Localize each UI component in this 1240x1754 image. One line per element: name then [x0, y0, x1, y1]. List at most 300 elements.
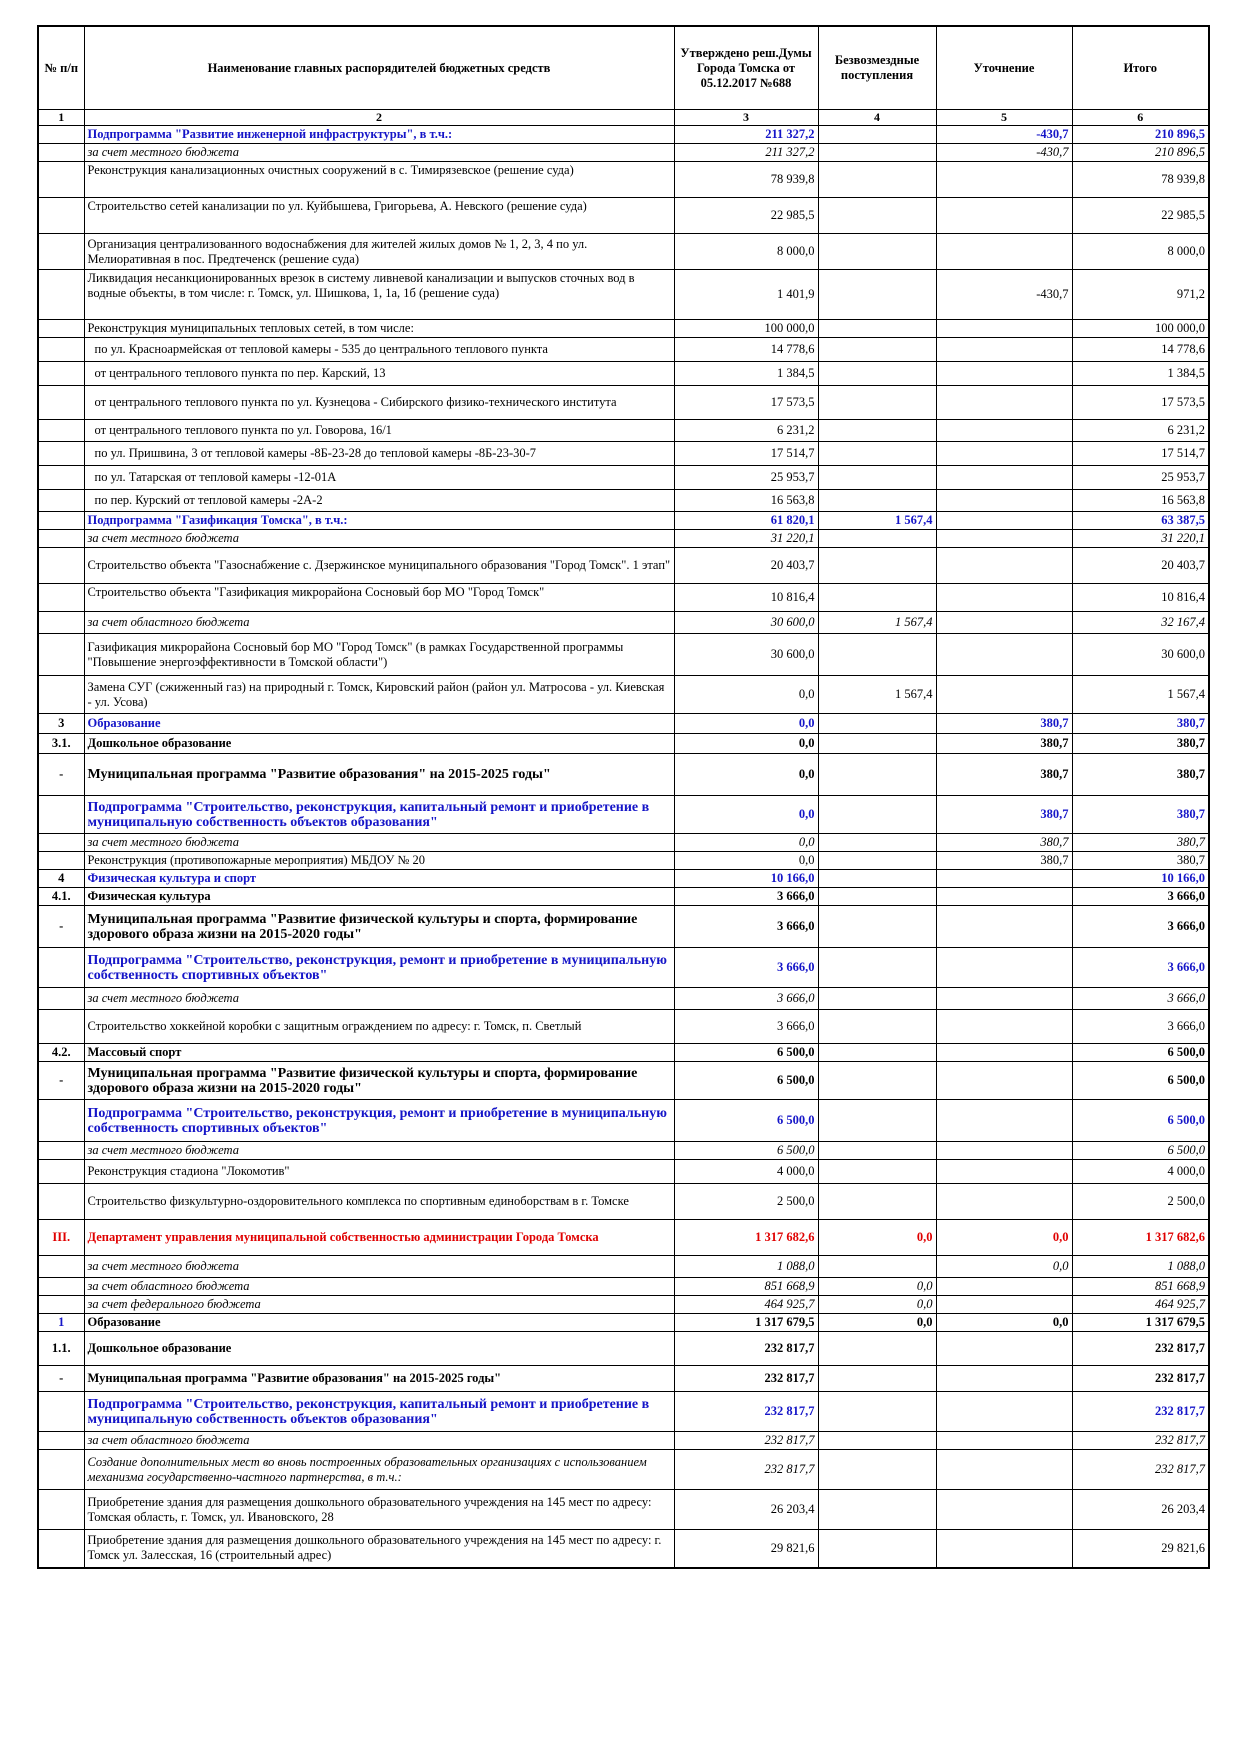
row-name: Строительство сетей канализации по ул. Куйбышева, Григорьева, А. Невского (решение суда) — [84, 198, 674, 234]
row-total: 6 500,0 — [1072, 1044, 1209, 1062]
row-total: 1 088,0 — [1072, 1256, 1209, 1278]
row-grants — [818, 1160, 936, 1184]
table-row — [38, 1490, 1209, 1530]
row-adjustment — [936, 442, 1072, 466]
table-row — [38, 144, 1209, 162]
row-approved: 8 000,0 — [674, 234, 818, 270]
row-name: Создание дополнительных мест во вновь построенных образовательных организациях с использованием механизма государственно-частного партнерства, в т.ч.: — [84, 1450, 674, 1490]
row-name: Образование — [84, 1314, 674, 1332]
column-index-row — [38, 110, 1209, 126]
row-number — [38, 234, 84, 270]
row-number: 3.1. — [38, 734, 84, 754]
row-number — [38, 1392, 84, 1432]
row-total: 232 817,7 — [1072, 1332, 1209, 1366]
row-name: Подпрограмма "Газификация Томска", в т.ч.: — [84, 512, 674, 530]
row-number — [38, 1142, 84, 1160]
row-grants — [818, 584, 936, 612]
row-adjustment — [936, 906, 1072, 948]
row-approved: 2 500,0 — [674, 1184, 818, 1220]
row-total: 10 816,4 — [1072, 584, 1209, 612]
row-name: Подпрограмма "Строительство, реконструкция, капитальный ремонт и приобретение в муниципальную собственность объектов образования" — [84, 796, 674, 834]
row-name: Образование — [84, 714, 674, 734]
row-approved: 30 600,0 — [674, 634, 818, 676]
row-approved: 16 563,8 — [674, 490, 818, 512]
row-name: по ул. Пришвина, 3 от тепловой камеры -8Б-23-28 до тепловой камеры -8Б-23-30-7 — [84, 442, 674, 466]
row-total: 3 666,0 — [1072, 888, 1209, 906]
row-total: 6 231,2 — [1072, 420, 1209, 442]
row-total: 971,2 — [1072, 270, 1209, 320]
row-grants — [818, 948, 936, 988]
row-approved: 211 327,2 — [674, 144, 818, 162]
row-name: Ликвидация несанкционированных врезок в систему ливневой канализации и выпусков сточных вод в водные объекты, в том числе: г. Томск, ул. Шишкова, 1, 1а, 1б (решение суда) — [84, 270, 674, 320]
row-adjustment — [936, 162, 1072, 198]
table-row — [38, 198, 1209, 234]
budget-table-sheet — [37, 25, 1208, 1569]
budget-table — [37, 25, 1210, 1569]
row-approved: 0,0 — [674, 714, 818, 734]
table-row — [38, 1432, 1209, 1450]
table-row — [38, 362, 1209, 386]
row-grants — [818, 1142, 936, 1160]
row-approved: 0,0 — [674, 852, 818, 870]
row-grants — [818, 362, 936, 386]
row-number — [38, 548, 84, 584]
row-adjustment: 380,7 — [936, 852, 1072, 870]
row-name: за счет областного бюджета — [84, 612, 674, 634]
row-adjustment — [936, 530, 1072, 548]
row-approved: 3 666,0 — [674, 888, 818, 906]
table-row — [38, 270, 1209, 320]
row-adjustment: 0,0 — [936, 1220, 1072, 1256]
row-approved: 78 939,8 — [674, 162, 818, 198]
row-grants: 0,0 — [818, 1296, 936, 1314]
table-row — [38, 548, 1209, 584]
table-row — [38, 1044, 1209, 1062]
row-name: за счет областного бюджета — [84, 1432, 674, 1450]
row-adjustment: 380,7 — [936, 834, 1072, 852]
row-number: 3 — [38, 714, 84, 734]
row-adjustment — [936, 676, 1072, 714]
row-adjustment — [936, 1160, 1072, 1184]
row-approved: 1 088,0 — [674, 1256, 818, 1278]
row-name: Строительство физкультурно-оздоровительного комплекса по спортивным единоборствам в г. Томске — [84, 1184, 674, 1220]
row-name: Подпрограмма "Строительство, реконструкция, капитальный ремонт и приобретение в муниципальную собственность объектов образования" — [84, 1392, 674, 1432]
table-row — [38, 338, 1209, 362]
row-grants — [818, 1530, 936, 1568]
row-name: Физическая культура и спорт — [84, 870, 674, 888]
row-name: Подпрограмма "Развитие инженерной инфраструктуры", в т.ч.: — [84, 126, 674, 144]
row-grants — [818, 338, 936, 362]
row-approved: 25 953,7 — [674, 466, 818, 490]
row-total: 6 500,0 — [1072, 1142, 1209, 1160]
row-name: Строительство хоккейной коробки с защитным ограждением по адресу: г. Томск, п. Светлый — [84, 1010, 674, 1044]
row-approved: 3 666,0 — [674, 906, 818, 948]
row-total: 100 000,0 — [1072, 320, 1209, 338]
row-grants — [818, 906, 936, 948]
row-total: 232 817,7 — [1072, 1392, 1209, 1432]
row-adjustment — [936, 1296, 1072, 1314]
row-approved: 6 500,0 — [674, 1100, 818, 1142]
row-name: Физическая культура — [84, 888, 674, 906]
row-name: Массовый спорт — [84, 1044, 674, 1062]
row-name: Муниципальная программа "Развитие образования" на 2015-2025 годы" — [84, 1366, 674, 1392]
row-total: 20 403,7 — [1072, 548, 1209, 584]
row-approved: 3 666,0 — [674, 988, 818, 1010]
row-adjustment — [936, 1432, 1072, 1450]
table-row — [38, 888, 1209, 906]
row-approved: 464 925,7 — [674, 1296, 818, 1314]
row-approved: 232 817,7 — [674, 1332, 818, 1366]
row-approved: 10 166,0 — [674, 870, 818, 888]
row-number: 1 — [38, 1314, 84, 1332]
table-row — [38, 126, 1209, 144]
row-number — [38, 1432, 84, 1450]
row-grants — [818, 144, 936, 162]
row-total: 6 500,0 — [1072, 1062, 1209, 1100]
table-row — [38, 1296, 1209, 1314]
row-total: 6 500,0 — [1072, 1100, 1209, 1142]
row-grants — [818, 530, 936, 548]
table-row — [38, 1314, 1209, 1332]
row-name: за счет федерального бюджета — [84, 1296, 674, 1314]
row-number — [38, 530, 84, 548]
row-total: 30 600,0 — [1072, 634, 1209, 676]
row-grants — [818, 162, 936, 198]
row-total: 10 166,0 — [1072, 870, 1209, 888]
row-number: III. — [38, 1220, 84, 1256]
row-name: Дошкольное образование — [84, 734, 674, 754]
row-number — [38, 1490, 84, 1530]
row-name: по ул. Татарская от тепловой камеры -12-01А — [84, 466, 674, 490]
row-grants: 1 567,4 — [818, 676, 936, 714]
row-approved: 1 317 679,5 — [674, 1314, 818, 1332]
row-grants — [818, 1256, 936, 1278]
table-row — [38, 1530, 1209, 1568]
header-total: Итого — [1072, 26, 1209, 110]
row-total: 380,7 — [1072, 834, 1209, 852]
row-name: Замена СУГ (сжиженный газ) на природный г. Томск, Кировский район (район ул. Матросова - ул. Киевская - ул. Усова) — [84, 676, 674, 714]
row-adjustment — [936, 1184, 1072, 1220]
table-row — [38, 676, 1209, 714]
row-name: Дошкольное образование — [84, 1332, 674, 1366]
row-number: 4.2. — [38, 1044, 84, 1062]
table-row — [38, 420, 1209, 442]
row-total: 17 573,5 — [1072, 386, 1209, 420]
table-row — [38, 834, 1209, 852]
row-name: Муниципальная программа "Развитие физической культуры и спорта, формирование здорового образа жизни на 2015-2020 годы" — [84, 906, 674, 948]
row-approved: 26 203,4 — [674, 1490, 818, 1530]
row-number: 4.1. — [38, 888, 84, 906]
row-number — [38, 834, 84, 852]
row-grants: 0,0 — [818, 1278, 936, 1296]
row-grants — [818, 1366, 936, 1392]
table-row — [38, 1278, 1209, 1296]
row-total: 14 778,6 — [1072, 338, 1209, 362]
row-number — [38, 338, 84, 362]
row-grants — [818, 1184, 936, 1220]
row-grants: 1 567,4 — [818, 512, 936, 530]
header-approved: Утверждено реш.Думы Города Томска от 05.12.2017 №688 — [674, 26, 818, 110]
row-approved: 0,0 — [674, 834, 818, 852]
row-grants — [818, 870, 936, 888]
row-number — [38, 852, 84, 870]
row-total: 464 925,7 — [1072, 1296, 1209, 1314]
row-approved: 22 985,5 — [674, 198, 818, 234]
row-adjustment — [936, 1392, 1072, 1432]
row-total: 17 514,7 — [1072, 442, 1209, 466]
row-adjustment — [936, 512, 1072, 530]
table-row — [38, 988, 1209, 1010]
row-number: 1.1. — [38, 1332, 84, 1366]
row-grants: 0,0 — [818, 1220, 936, 1256]
table-row — [38, 734, 1209, 754]
row-grants — [818, 234, 936, 270]
row-grants — [818, 1062, 936, 1100]
table-row — [38, 512, 1209, 530]
row-grants — [818, 1490, 936, 1530]
row-total: 380,7 — [1072, 734, 1209, 754]
row-number — [38, 612, 84, 634]
table-row — [38, 612, 1209, 634]
row-number — [38, 1100, 84, 1142]
row-adjustment: 380,7 — [936, 754, 1072, 796]
row-adjustment: -430,7 — [936, 270, 1072, 320]
row-adjustment — [936, 1100, 1072, 1142]
row-total: 1 317 679,5 — [1072, 1314, 1209, 1332]
row-grants — [818, 734, 936, 754]
row-name: Реконструкция (противопожарные мероприятия) МБДОУ № 20 — [84, 852, 674, 870]
row-number — [38, 796, 84, 834]
row-name: Строительство объекта "Газификация микрорайона Сосновый бор МО "Город Томск" — [84, 584, 674, 612]
row-approved: 10 816,4 — [674, 584, 818, 612]
row-adjustment — [936, 234, 1072, 270]
row-grants — [818, 442, 936, 466]
row-approved: 31 220,1 — [674, 530, 818, 548]
row-adjustment — [936, 490, 1072, 512]
row-number — [38, 126, 84, 144]
row-grants — [818, 1100, 936, 1142]
row-total: 380,7 — [1072, 714, 1209, 734]
row-approved: 4 000,0 — [674, 1160, 818, 1184]
table-row — [38, 490, 1209, 512]
row-number: - — [38, 754, 84, 796]
row-adjustment — [936, 1010, 1072, 1044]
row-total: 380,7 — [1072, 852, 1209, 870]
row-number — [38, 320, 84, 338]
row-approved: 61 820,1 — [674, 512, 818, 530]
row-adjustment: 380,7 — [936, 714, 1072, 734]
row-name: Строительство объекта "Газоснабжение с. Дзержинское муниципального образования "Город Томск". 1 этап" — [84, 548, 674, 584]
row-name: Реконструкция канализационных очистных сооружений в с. Тимирязевское (решение суда) — [84, 162, 674, 198]
row-number — [38, 1010, 84, 1044]
index-cell: 1 — [38, 110, 84, 126]
row-approved: 30 600,0 — [674, 612, 818, 634]
row-name: Реконструкция стадиона "Локомотив" — [84, 1160, 674, 1184]
row-approved: 232 817,7 — [674, 1450, 818, 1490]
row-adjustment — [936, 198, 1072, 234]
row-adjustment — [936, 948, 1072, 988]
row-grants — [818, 198, 936, 234]
row-name: по пер. Курский от тепловой камеры -2А-2 — [84, 490, 674, 512]
row-number: - — [38, 906, 84, 948]
row-grants — [818, 490, 936, 512]
row-adjustment — [936, 466, 1072, 490]
row-approved: 211 327,2 — [674, 126, 818, 144]
row-grants — [818, 466, 936, 490]
table-row — [38, 948, 1209, 988]
header-adjustment: Уточнение — [936, 26, 1072, 110]
row-approved: 232 817,7 — [674, 1432, 818, 1450]
row-total: 232 817,7 — [1072, 1432, 1209, 1450]
row-approved: 0,0 — [674, 796, 818, 834]
table-row — [38, 234, 1209, 270]
row-name: от центрального теплового пункта по ул. Кузнецова - Сибирского физико-технического института — [84, 386, 674, 420]
row-adjustment: 380,7 — [936, 734, 1072, 754]
index-cell: 5 — [936, 110, 1072, 126]
row-approved: 100 000,0 — [674, 320, 818, 338]
row-grants — [818, 320, 936, 338]
row-approved: 17 514,7 — [674, 442, 818, 466]
row-adjustment — [936, 888, 1072, 906]
row-adjustment — [936, 338, 1072, 362]
row-grants — [818, 834, 936, 852]
table-row — [38, 584, 1209, 612]
row-total: 210 896,5 — [1072, 144, 1209, 162]
row-number — [38, 1184, 84, 1220]
table-row — [38, 796, 1209, 834]
index-cell: 3 — [674, 110, 818, 126]
row-approved: 17 573,5 — [674, 386, 818, 420]
row-number — [38, 270, 84, 320]
row-number — [38, 1278, 84, 1296]
row-name: Организация централизованного водоснабжения для жителей жилых домов № 1, 2, 3, 4 по ул. Мелиоративная в пос. Предтеченск (решение суда) — [84, 234, 674, 270]
row-name: Подпрограмма "Строительство, реконструкция, ремонт и приобретение в муниципальную собственность спортивных объектов" — [84, 1100, 674, 1142]
row-approved: 6 500,0 — [674, 1044, 818, 1062]
table-row — [38, 466, 1209, 490]
row-adjustment — [936, 1332, 1072, 1366]
row-total: 1 384,5 — [1072, 362, 1209, 386]
table-header-row — [38, 26, 1209, 110]
row-approved: 851 668,9 — [674, 1278, 818, 1296]
row-grants — [818, 634, 936, 676]
table-row — [38, 1010, 1209, 1044]
row-total: 1 317 682,6 — [1072, 1220, 1209, 1256]
row-grants — [818, 988, 936, 1010]
row-name: за счет местного бюджета — [84, 988, 674, 1010]
table-row — [38, 1142, 1209, 1160]
table-row — [38, 442, 1209, 466]
row-number — [38, 420, 84, 442]
row-grants — [818, 270, 936, 320]
row-number — [38, 1160, 84, 1184]
row-adjustment — [936, 1062, 1072, 1100]
table-body — [38, 126, 1209, 1568]
row-number — [38, 988, 84, 1010]
row-total: 1 567,4 — [1072, 676, 1209, 714]
row-number — [38, 948, 84, 988]
row-grants — [818, 386, 936, 420]
row-total: 29 821,6 — [1072, 1530, 1209, 1568]
row-approved: 14 778,6 — [674, 338, 818, 362]
row-number — [38, 386, 84, 420]
row-approved: 1 401,9 — [674, 270, 818, 320]
table-row — [38, 1332, 1209, 1366]
row-adjustment: -430,7 — [936, 126, 1072, 144]
row-approved: 0,0 — [674, 754, 818, 796]
row-name: от центрального теплового пункта по ул. Говорова, 16/1 — [84, 420, 674, 442]
row-number — [38, 466, 84, 490]
row-number: - — [38, 1366, 84, 1392]
row-adjustment: -430,7 — [936, 144, 1072, 162]
row-number — [38, 634, 84, 676]
row-total: 380,7 — [1072, 796, 1209, 834]
row-approved: 6 500,0 — [674, 1142, 818, 1160]
row-total: 78 939,8 — [1072, 162, 1209, 198]
row-total: 32 167,4 — [1072, 612, 1209, 634]
row-adjustment — [936, 988, 1072, 1010]
row-approved: 6 500,0 — [674, 1062, 818, 1100]
table-row — [38, 1100, 1209, 1142]
row-number — [38, 442, 84, 466]
row-adjustment — [936, 612, 1072, 634]
row-number — [38, 490, 84, 512]
row-total: 31 220,1 — [1072, 530, 1209, 548]
row-total: 63 387,5 — [1072, 512, 1209, 530]
table-row — [38, 1450, 1209, 1490]
row-name: Департамент управления муниципальной собственностью администрации Города Томска — [84, 1220, 674, 1256]
row-grants — [818, 1450, 936, 1490]
row-adjustment — [936, 1530, 1072, 1568]
row-adjustment — [936, 1044, 1072, 1062]
row-number — [38, 1256, 84, 1278]
header-grants: Безвозмездные поступления — [818, 26, 936, 110]
index-cell: 4 — [818, 110, 936, 126]
row-total: 3 666,0 — [1072, 988, 1209, 1010]
index-cell: 6 — [1072, 110, 1209, 126]
row-total: 22 985,5 — [1072, 198, 1209, 234]
row-approved: 0,0 — [674, 676, 818, 714]
table-row — [38, 852, 1209, 870]
row-name: за счет местного бюджета — [84, 530, 674, 548]
row-adjustment — [936, 1366, 1072, 1392]
row-number — [38, 676, 84, 714]
row-adjustment — [936, 870, 1072, 888]
row-name: по ул. Красноармейская от тепловой камеры - 535 до центрального теплового пункта — [84, 338, 674, 362]
table-row — [38, 320, 1209, 338]
row-number — [38, 198, 84, 234]
row-total: 25 953,7 — [1072, 466, 1209, 490]
table-row — [38, 386, 1209, 420]
row-name: за счет местного бюджета — [84, 834, 674, 852]
row-adjustment — [936, 1278, 1072, 1296]
row-name: Муниципальная программа "Развитие физической культуры и спорта, формирование здорового образа жизни на 2015-2020 годы" — [84, 1062, 674, 1100]
row-name: Подпрограмма "Строительство, реконструкция, ремонт и приобретение в муниципальную собственность спортивных объектов" — [84, 948, 674, 988]
row-name: от центрального теплового пункта по пер. Карский, 13 — [84, 362, 674, 386]
row-approved: 29 821,6 — [674, 1530, 818, 1568]
table-row — [38, 634, 1209, 676]
row-grants — [818, 420, 936, 442]
row-number — [38, 584, 84, 612]
row-approved: 0,0 — [674, 734, 818, 754]
row-adjustment: 0,0 — [936, 1256, 1072, 1278]
row-adjustment: 380,7 — [936, 796, 1072, 834]
row-number — [38, 1530, 84, 1568]
row-grants: 1 567,4 — [818, 612, 936, 634]
row-total: 3 666,0 — [1072, 906, 1209, 948]
row-name: Реконструкция муниципальных тепловых сетей, в том числе: — [84, 320, 674, 338]
row-approved: 1 317 682,6 — [674, 1220, 818, 1256]
table-row — [38, 1160, 1209, 1184]
